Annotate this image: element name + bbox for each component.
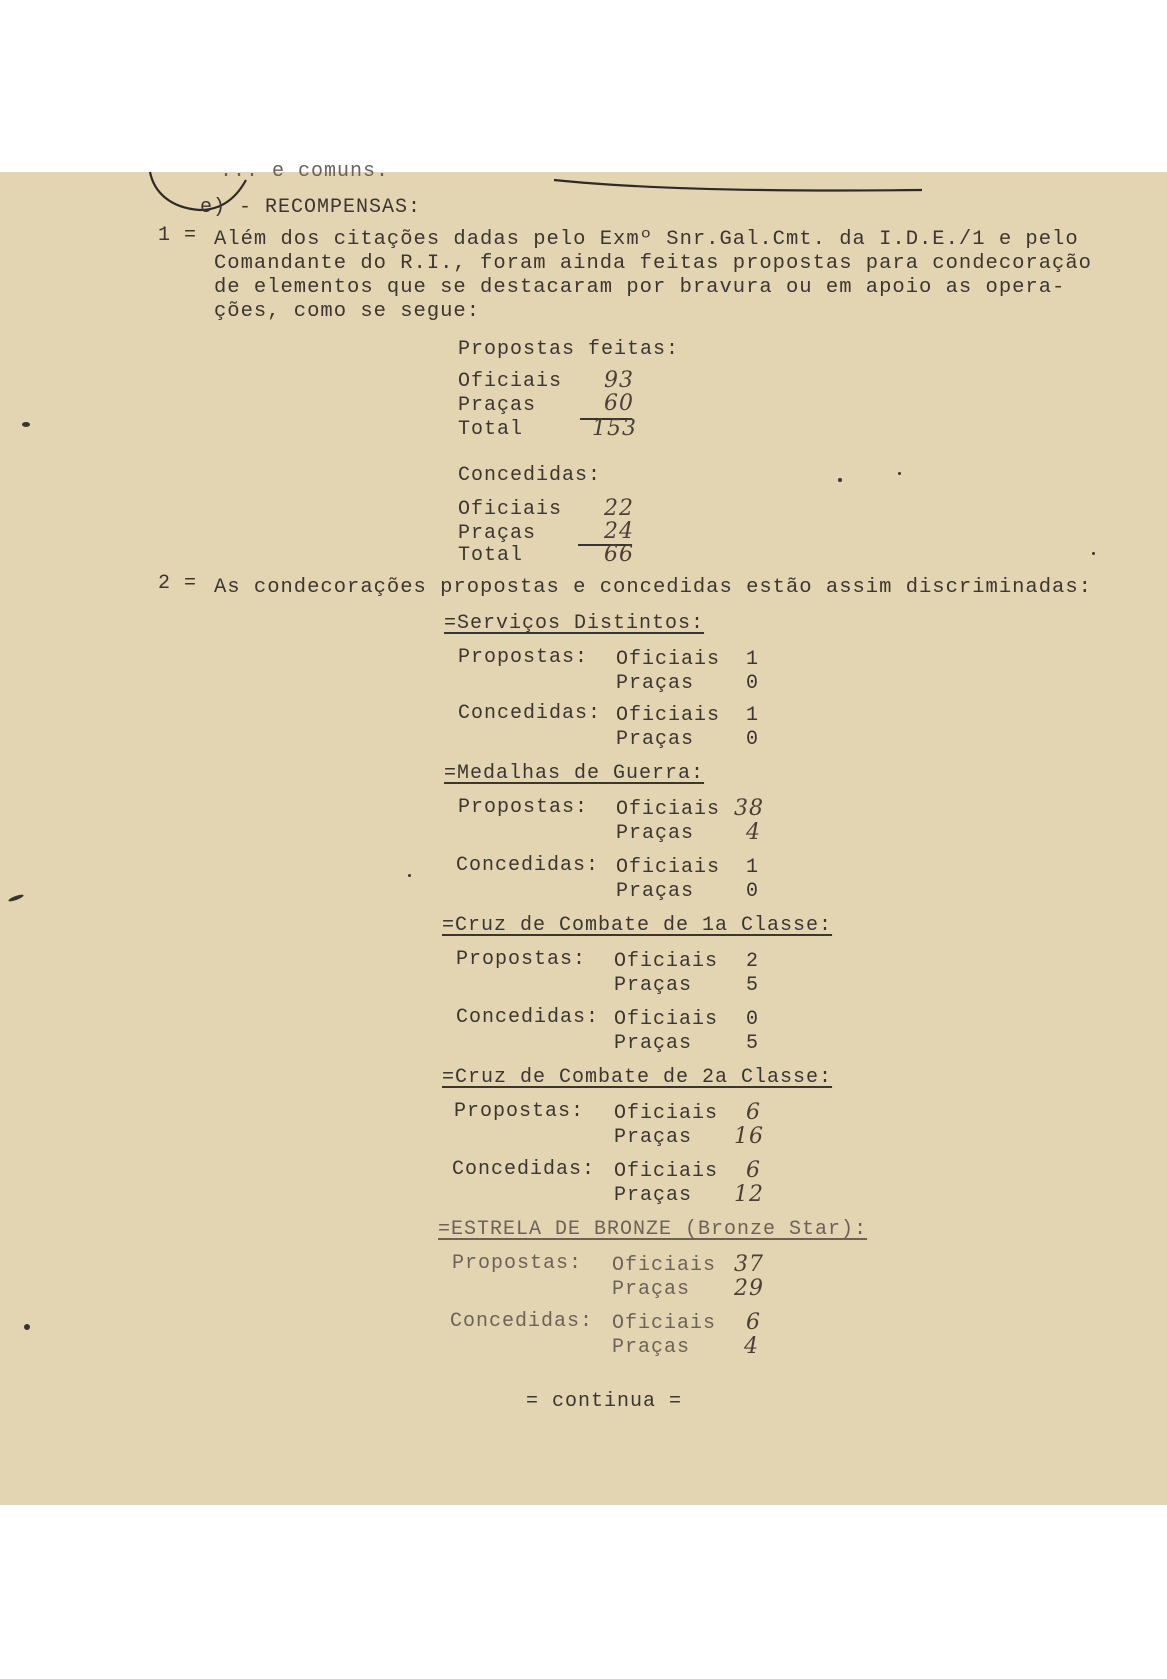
document-page <box>0 160 1167 1505</box>
scan-speck <box>838 478 842 482</box>
decoration-ranks-label: Praças <box>616 822 695 845</box>
para1-line: Além dos citações dadas pelo Exmº Snr.Gal.Cmt. da I.D.E./1 e pelo <box>214 228 1079 251</box>
top-fragment: ... e comuns. <box>220 160 390 183</box>
decoration-ranks-label: Praças <box>614 1184 693 1207</box>
handwritten-line-stroke <box>554 180 922 191</box>
decoration-ranks-label: Praças <box>616 672 695 695</box>
decoration-proposed-label: Propostas: <box>452 1252 583 1275</box>
decoration-ranks-label: Praças <box>614 1032 693 1055</box>
para1-number: 1 = <box>158 224 198 247</box>
decoration-proposed-label: Propostas: <box>458 646 589 669</box>
decoration-proposed-ranks: 5 <box>746 974 760 997</box>
decoration-granted-ranks: 0 <box>746 728 760 751</box>
decoration-title: =Cruz de Combate de 1a Classe: <box>442 914 833 937</box>
decoration-proposed-ranks: 16 <box>734 1124 764 1149</box>
scan-speck <box>22 422 30 427</box>
granted-ranks-value: 24 <box>604 519 634 544</box>
section-heading: e) - RECOMPENSAS: <box>200 196 422 219</box>
proposed-total-label: Total <box>458 418 524 441</box>
decoration-granted-officers: 1 <box>746 704 760 727</box>
proposed-officers-label: Oficiais <box>458 370 563 393</box>
decoration-granted-officers: 6 <box>746 1310 761 1335</box>
scan-speck <box>898 472 901 475</box>
decoration-granted-label: Concedidas: <box>456 854 600 877</box>
decoration-granted-ranks: 5 <box>746 1032 760 1055</box>
para1-line: Comandante do R.I., foram ainda feitas propostas para condecoração <box>214 252 1092 275</box>
decoration-proposed-officers: 38 <box>734 796 764 821</box>
decoration-ranks-label: Praças <box>614 1126 693 1149</box>
decoration-proposed-ranks: 29 <box>734 1276 764 1301</box>
scan-speck <box>408 874 411 877</box>
proposed-total-value: 153 <box>592 416 637 441</box>
scan-speck <box>1092 552 1095 555</box>
handwritten-line <box>552 172 932 202</box>
continued-note: = continua = <box>526 1390 683 1413</box>
decoration-ranks-label: Praças <box>614 974 693 997</box>
scan-speck <box>24 1324 30 1330</box>
decoration-granted-ranks: 12 <box>734 1182 764 1207</box>
proposed-ranks-label: Praças <box>458 394 537 417</box>
decoration-officers-label: Oficiais <box>612 1254 717 1277</box>
decoration-title: =Cruz de Combate de 2a Classe: <box>442 1066 833 1089</box>
decoration-granted-officers: 6 <box>746 1158 761 1183</box>
granted-title: Concedidas: <box>458 464 602 487</box>
decoration-ranks-label: Praças <box>616 728 695 751</box>
decoration-officers-label: Oficiais <box>612 1312 717 1335</box>
decoration-officers-label: Oficiais <box>616 648 721 671</box>
decoration-officers-label: Oficiais <box>614 1008 719 1031</box>
decoration-proposed-ranks: 0 <box>746 672 760 695</box>
decoration-title: =Serviços Distintos: <box>444 612 705 635</box>
decoration-proposed-officers: 37 <box>734 1252 764 1277</box>
decoration-officers-label: Oficiais <box>616 704 721 727</box>
decoration-title: =Medalhas de Guerra: <box>444 762 705 785</box>
granted-total-label: Total <box>458 544 524 567</box>
decoration-granted-label: Concedidas: <box>452 1158 596 1181</box>
decoration-proposed-label: Propostas: <box>458 796 589 819</box>
decoration-granted-officers: 0 <box>746 1008 760 1031</box>
decoration-granted-officers: 1 <box>746 856 760 879</box>
decoration-officers-label: Oficiais <box>614 1102 719 1125</box>
scan-speck <box>8 893 24 902</box>
decoration-proposed-label: Propostas: <box>454 1100 585 1123</box>
decoration-ranks-label: Praças <box>612 1336 691 1359</box>
granted-ranks-label: Praças <box>458 522 537 545</box>
decoration-granted-ranks: 4 <box>744 1334 759 1359</box>
decoration-proposed-officers: 2 <box>746 950 760 973</box>
para1-line: ções, como se segue: <box>214 300 481 323</box>
decoration-proposed-label: Propostas: <box>456 948 587 971</box>
decoration-title: =ESTRELA DE BRONZE (Bronze Star): <box>438 1218 868 1241</box>
decoration-officers-label: Oficiais <box>616 856 721 879</box>
decoration-granted-label: Concedidas: <box>450 1310 594 1333</box>
decoration-granted-label: Concedidas: <box>456 1006 600 1029</box>
granted-officers-value: 22 <box>604 496 634 521</box>
decoration-ranks-label: Praças <box>616 880 695 903</box>
decoration-proposed-ranks: 4 <box>746 820 761 845</box>
para1-line: de elementos que se destacaram por bravura ou em apoio as opera- <box>214 276 1066 299</box>
para2-number: 2 = <box>158 572 198 595</box>
decoration-officers-label: Oficiais <box>616 798 721 821</box>
decoration-proposed-officers: 1 <box>746 648 760 671</box>
decoration-granted-label: Concedidas: <box>458 702 602 725</box>
decoration-officers-label: Oficiais <box>614 1160 719 1183</box>
decoration-proposed-officers: 6 <box>746 1100 761 1125</box>
granted-total-value: 66 <box>604 542 634 567</box>
granted-officers-label: Oficiais <box>458 498 563 521</box>
decoration-ranks-label: Praças <box>612 1278 691 1301</box>
proposed-title: Propostas feitas: <box>458 338 680 361</box>
proposed-ranks-value: 60 <box>604 391 634 416</box>
decoration-officers-label: Oficiais <box>614 950 719 973</box>
decoration-granted-ranks: 0 <box>746 880 760 903</box>
proposed-officers-value: 93 <box>604 368 634 393</box>
para2-text: As condecorações propostas e concedidas estão assim discriminadas: <box>214 576 1092 599</box>
